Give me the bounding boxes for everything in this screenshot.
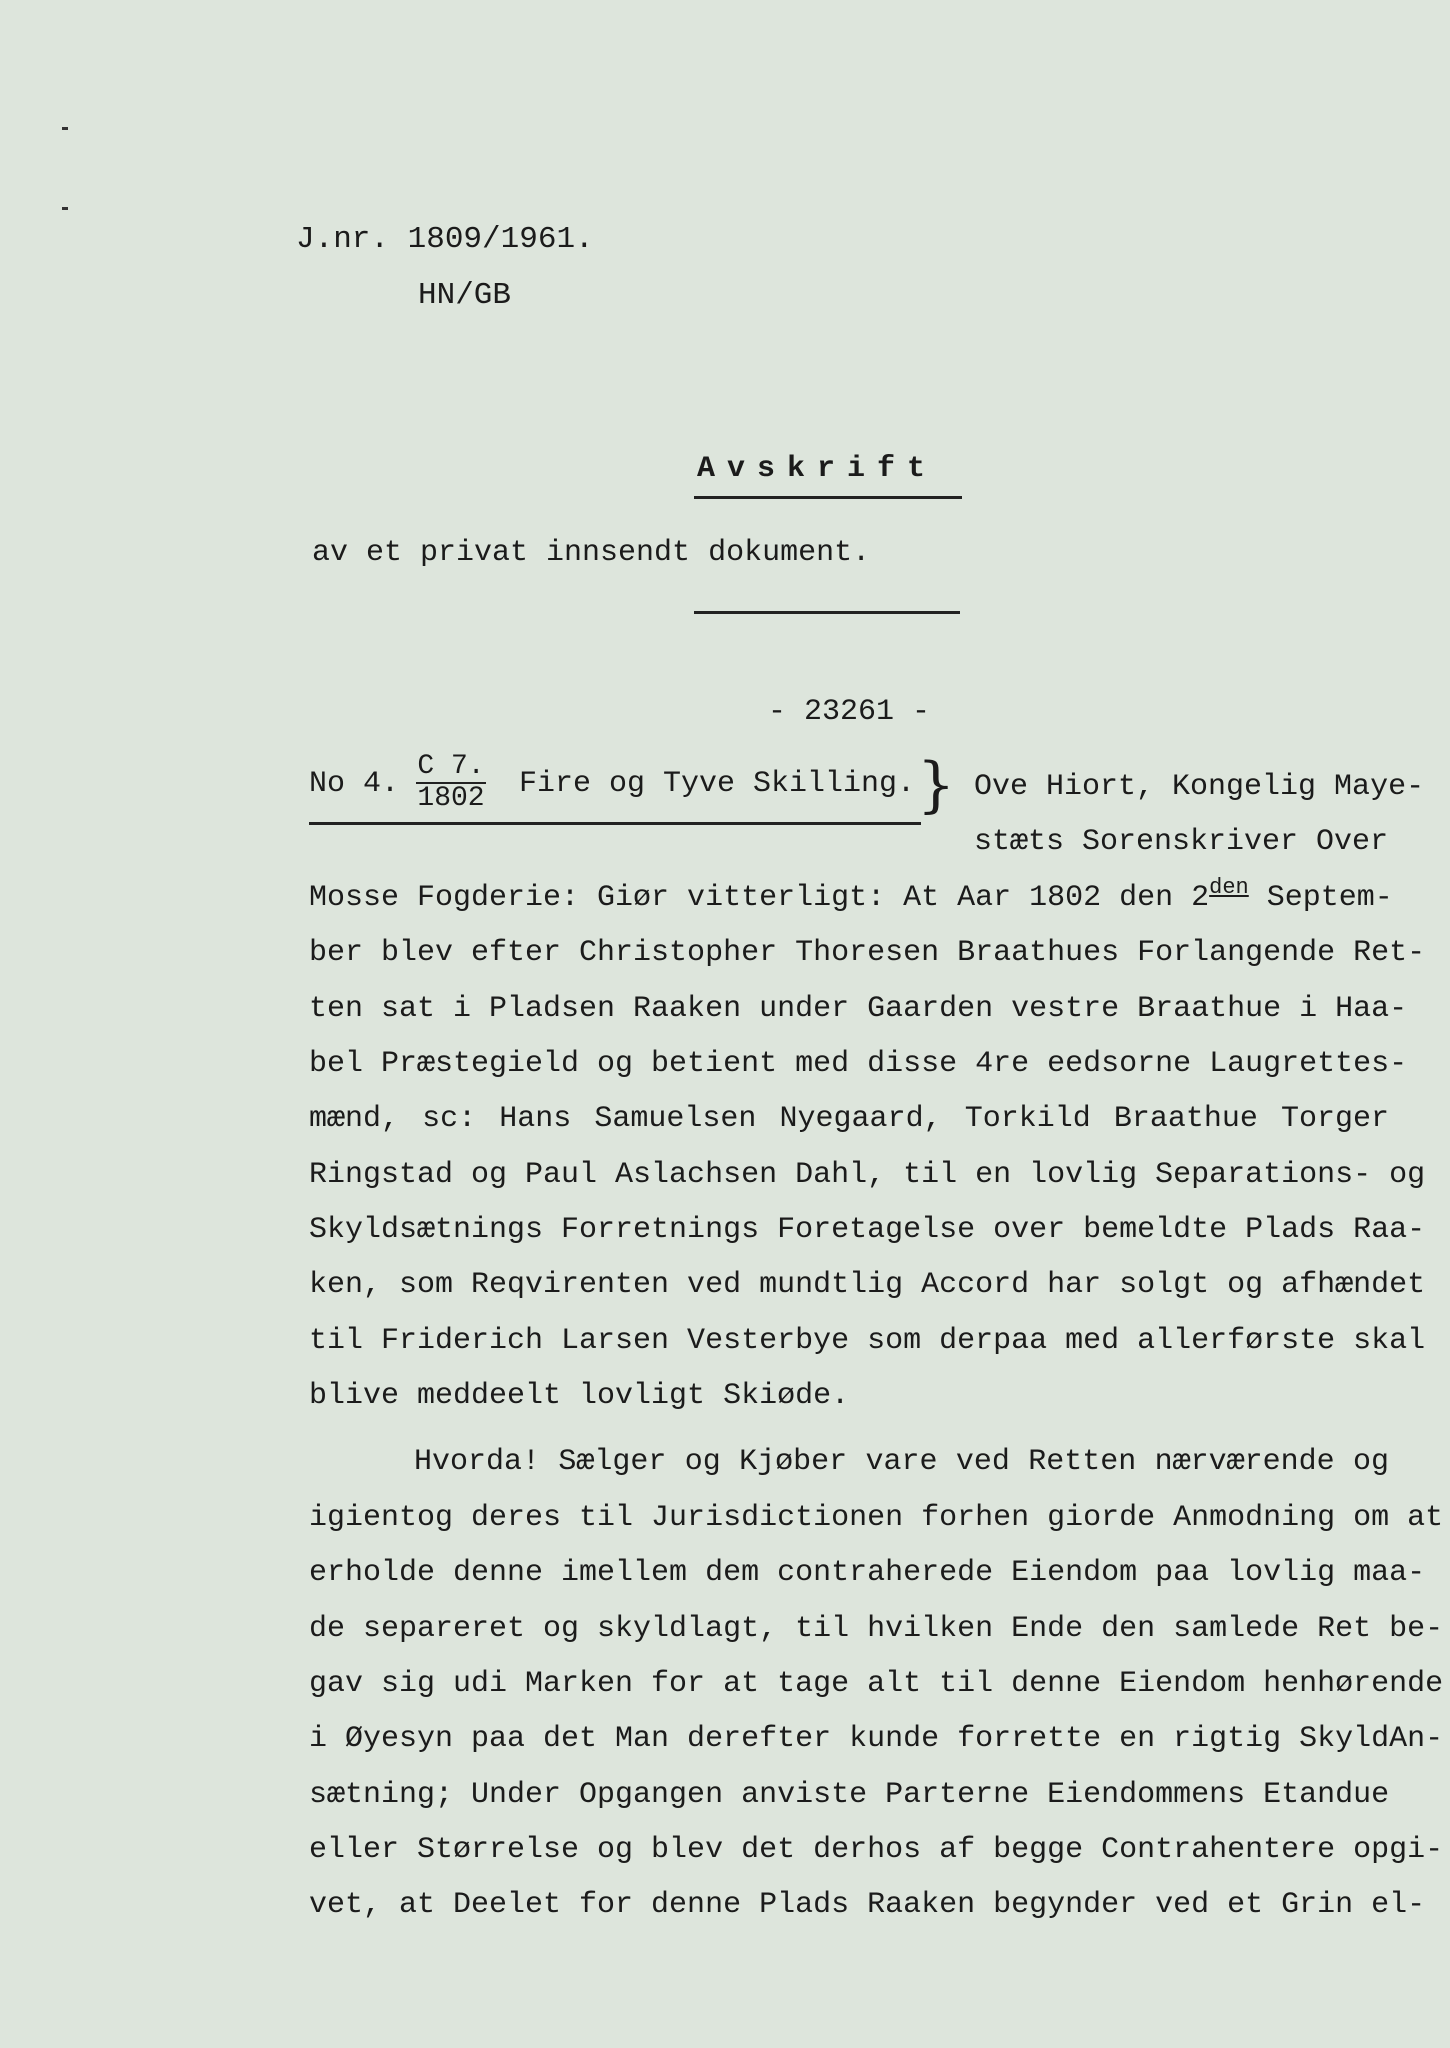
body-line-1-start: Mosse Fogderie: Giør vitterligt: At Aar 1802 den 2 [309,881,1210,915]
margin-mark-bottom [62,207,68,210]
para2-line-7: sætning; Under Opgangen anviste Parterne Eiendommens Etandue [309,1778,1390,1812]
para2-line-1: Hvorda! Sælger og Kjøber vare ved Retten nærværende og [414,1445,1389,1479]
stamp-brace: } [917,750,956,820]
body-line-1 [309,875,1393,917]
subtitle-divider [694,611,960,614]
body-line-6: Ringstad og Paul Aslachsen Dahl, til en lovlig Separations- og [309,1158,1426,1192]
para2-line-2: igientog deres til Jurisdictionen forhen giorde Anmodning om at [309,1501,1444,1535]
body-line-10: blive meddeelt lovligt Skiøde. [309,1379,850,1413]
body-line-9: til Friderich Larsen Vesterbye som derpaa med allerførste skal [309,1324,1426,1358]
body-line-2: ber blev efter Christopher Thoresen Braathues Forlangende Ret- [309,936,1426,970]
document-title: Avskrift [697,452,938,486]
para2-line-4: de separeret og skyldlagt, til hvilken Ende den samlede Ret be- [309,1612,1444,1646]
body-line-7: Skyldsætnings Forretnings Foretagelse over bemeldte Plads Raa- [309,1213,1426,1247]
para2-line-8: eller Størrelse og blev det derhos af begge Contrahentere opgi- [309,1833,1444,1867]
margin-mark-top [62,127,68,130]
title-underline [694,496,962,499]
date-suffix: den [1209,875,1249,900]
para2-line-9: vet, at Deelet for denne Plads Raaken begynder ved et Grin el- [309,1888,1426,1922]
stamp-heading-line-1: Ove Hiort, Kongelig Maye- [974,770,1425,804]
para2-line-6: i Øyesyn paa det Man derefter kunde forrette en rigtig SkyldAn- [309,1722,1444,1756]
initials: HN/GB [418,278,512,313]
journal-number: J.nr. 1809/1961. [296,222,594,257]
para2-line-5: gav sig udi Marken for at tage alt til denne Eiendom henhørende [309,1667,1444,1701]
document-number: - 23261 - [768,695,931,729]
body-line-3: ten sat i Pladsen Raaken under Gaarden vestre Braathue i Haa- [309,992,1408,1026]
stamp-amount: Fire og Tyve Skilling. [519,767,916,801]
stamp-fraction-bottom: 1802 [417,783,485,814]
body-line-1-end: Septem- [1248,881,1393,915]
stamp-fraction [416,752,486,814]
para2-line-3: erholde denne imellem dem contraherede Eiendom paa lovlig maa- [309,1556,1426,1590]
stamp-number: No 4. [309,767,400,801]
body-line-4: bel Præstegield og betient med disse 4re eedsorne Laugrettes- [309,1047,1408,1081]
stamp-heading-line-2: stæts Sorenskriver Over [974,825,1389,859]
document-subtitle: av et privat innsendt dokument. [312,536,871,570]
body-line-5: mænd, sc: Hans Samuelsen Nyegaard, Torkild Braathue Torger [309,1102,1389,1136]
stamp-underline [309,822,921,825]
body-line-8: ken, som Reqvirenten ved mundtlig Accord har solgt og afhændet [309,1268,1426,1302]
stamp-fraction-top: C 7. [417,751,485,782]
